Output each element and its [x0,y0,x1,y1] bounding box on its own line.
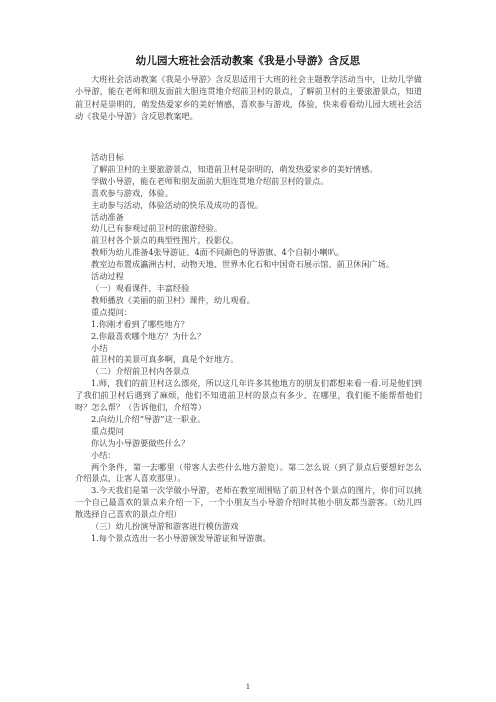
body-paragraph: （一）观看课件，丰富经验 [91,282,190,293]
page-number: 1 [245,682,251,691]
body-paragraph: 你认为小导游要做些什么？ [91,437,190,448]
document-title: 幼儿园大班社会活动教案《我是小导游》含反思 [135,55,361,67]
body-paragraph: 教室边布置成瀛洲古村、动物天地、世界木化石和中国奇石展示馆、前卫休闲广场。 [91,259,394,270]
body-paragraph: 3.今天我们是第一次学做小导游，老师在教室周围贴了前卫村各个景点的图片，你们可以挑一个自己最喜欢的景点来介绍一下，一个小朋友当小导游介绍时其他小朋友都当游客。（幼儿四散选择自己喜欢的景点介绍） [75,485,422,520]
body-paragraph: 重点提问： [91,306,132,317]
body-paragraph: 活动准备 [91,211,124,222]
body-paragraph: 学做小导游，能在老师和朋友面前大胆连贯地介绍前卫村的景点。 [91,175,329,186]
body-paragraph: 教师为幼儿准备4张导游证、4面不同颜色的导游旗、4个自制小喇叭。 [91,247,345,258]
body-paragraph: 活动目标 [91,152,124,162]
body-paragraph: 2.你最喜欢哪个地方？为什么？ [91,330,206,341]
body-paragraph: 小结： [91,449,116,460]
body-paragraph: 1.师，我们的前卫村这么漂亮，所以这几年许多其他地方的朋友们都想来看一看.可是他们到了我们前卫村后遇到了麻烦，他们不知道前卫村的景点有多少、在哪里，我们能不能帮帮他们呀？怎么帮？（告诉他们，介绍等） [75,378,422,413]
body-paragraph: 了解前卫村的主要旅游景点，知道前卫村是崇明的，萌发热爱家乡的美好情感。 [91,163,378,174]
body-paragraph: 教师播放《美丽的前卫村》课件，幼儿观看。 [91,294,255,305]
body-paragraph: 喜欢参与游戏，体验。 [91,187,173,198]
body-paragraph: 活动过程 [91,271,124,282]
body-paragraph: 2.向幼儿介绍“导游”这一职业。 [91,413,206,424]
body-paragraph: 小结 [91,342,108,353]
body-paragraph: 1.每个景点选出一名小导游颁发导游证和导游旗。 [91,533,271,543]
body-paragraph: 1.你刚才看到了哪些地方？ [91,318,189,329]
body-paragraph: 前卫村各个景点的典型性图片，投影仪。 [91,235,239,246]
body-paragraph: （三）幼儿扮演导游和游客进行模仿游戏 [91,521,239,532]
body-paragraph: 重点提问 [91,425,124,436]
body-paragraph: 两个条件，第一去哪里（带客人去些什么地方游览）。第二怎么说（到了景点后要想好怎么介绍景点，让客人喜欢那里）。 [75,461,422,484]
body-paragraph: 主动参与活动，体验活动的快乐及成功的喜悦。 [91,199,263,210]
intro-paragraph: 大班社会活动教案《我是小导游》含反思适用于大班的社会主题教学活动当中，让幼儿学做小导游，能在老师和朋友面前大胆连贯地介绍前卫村的景点，了解前卫村的主要旅游景点，知道前卫村是崇明的，萌发热爱家乡的美好情感，喜欢参与游戏，体验，快来看看幼儿园大班社会活动《我是小导游》含反思教案吧。 [75,74,422,122]
body-paragraph: 幼儿已有参观过前卫村的旅游经验。 [91,223,223,234]
document-body [75,152,422,545]
body-paragraph: 前卫村的美景可真多啊，真是个好地方。 [91,354,239,365]
body-paragraph: （二）介绍前卫村内各景点 [91,366,190,377]
